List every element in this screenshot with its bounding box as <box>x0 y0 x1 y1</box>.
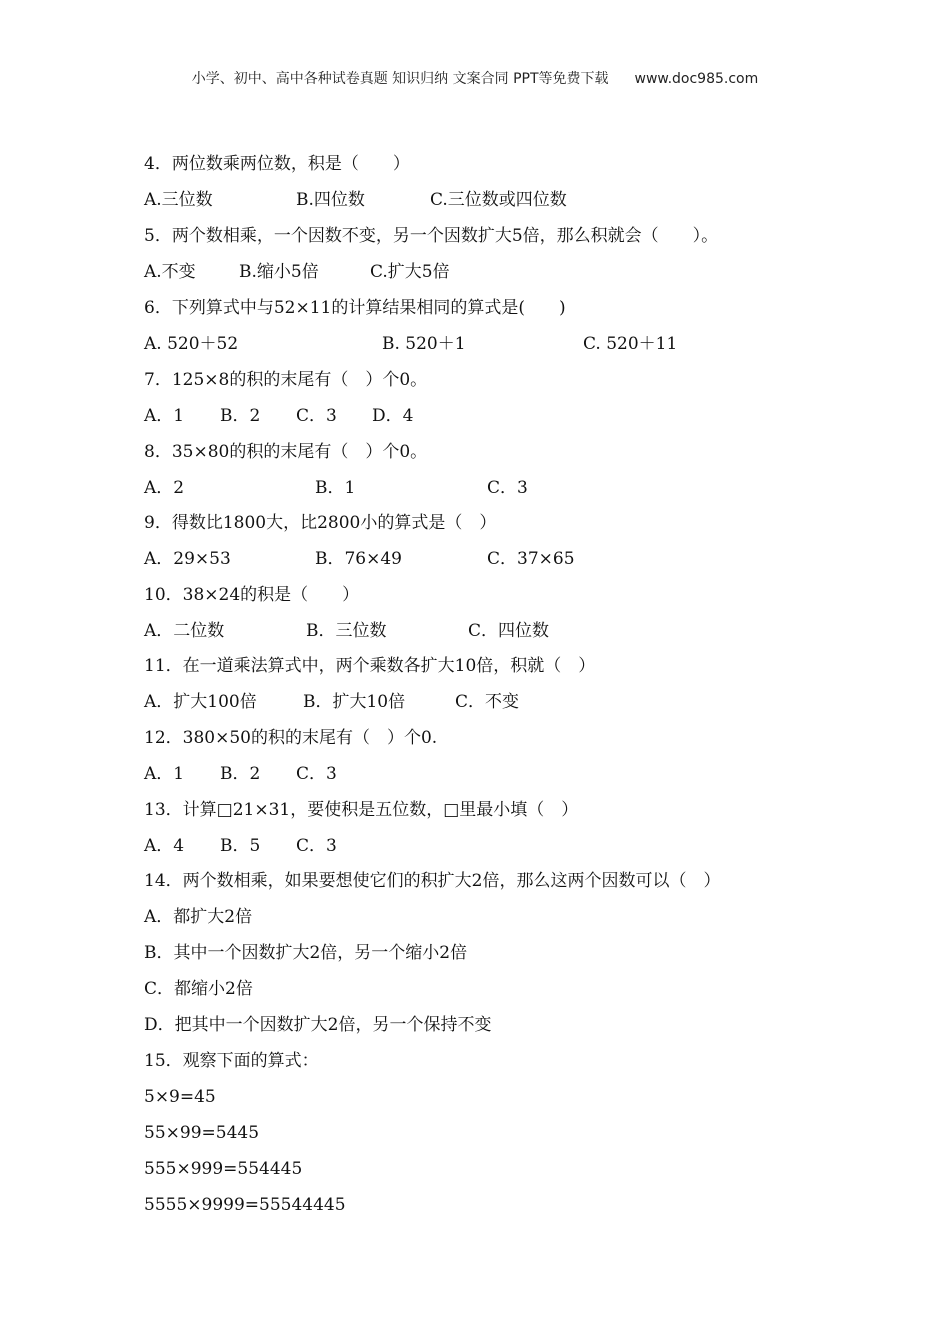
option-b: B.四位数 <box>296 190 365 210</box>
header-site-link[interactable]: www.doc985.com <box>634 71 759 87</box>
equation-1: 5×9=45 <box>144 1087 216 1107</box>
question-11-stem: 11．在一道乘法算式中，两个乘数各扩大10倍，积就（ ） <box>144 656 596 676</box>
question-4-stem: 4．两位数乘两位数，积是（ ） <box>144 154 410 174</box>
option-b: B．1 <box>315 478 356 498</box>
option-c: C．3 <box>296 406 337 426</box>
option-b: B.缩小5倍 <box>239 262 319 282</box>
option-c: C．四位数 <box>468 621 550 641</box>
option-a: A．二位数 <box>144 621 225 641</box>
option-b: B．其中一个因数扩大2倍，另一个缩小2倍 <box>144 943 468 963</box>
option-b: B．2 <box>220 764 261 784</box>
option-c: C.三位数或四位数 <box>430 190 567 210</box>
option-c: C．3 <box>296 836 337 856</box>
option-c: C．37×65 <box>487 549 575 569</box>
option-a: A．扩大100倍 <box>144 692 257 712</box>
option-a: A．1 <box>144 406 185 426</box>
option-a: A．2 <box>144 478 185 498</box>
option-c: C．3 <box>487 478 528 498</box>
question-6-stem: 6．下列算式中与52×11的计算结果相同的算式是( ) <box>144 298 566 318</box>
option-c: C．都缩小2倍 <box>144 979 253 999</box>
option-b: B．5 <box>220 836 261 856</box>
option-c: C．不变 <box>455 692 520 712</box>
option-c: C．3 <box>296 764 337 784</box>
question-7-stem: 7．125×8的积的末尾有（ ）个0。 <box>144 370 428 390</box>
option-a: A．1 <box>144 764 185 784</box>
option-b: B．2 <box>220 406 261 426</box>
option-b: B. 520＋1 <box>382 334 466 354</box>
option-a: A．4 <box>144 836 185 856</box>
option-b: B．三位数 <box>306 621 387 641</box>
question-9-stem: 9．得数比1800大，比2800小的算式是（ ） <box>144 513 497 533</box>
equation-3: 555×999=554445 <box>144 1159 303 1179</box>
question-10-stem: 10．38×24的积是（ ） <box>144 585 360 605</box>
question-15-stem: 15．观察下面的算式： <box>144 1051 319 1071</box>
question-14-stem: 14．两个数相乘，如果要想使它们的积扩大2倍，那么这两个因数可以（ ） <box>144 871 721 891</box>
header-text: 小学、初中、高中各种试卷真题 知识归纳 文案合同 PPT等免费下载 <box>191 71 609 87</box>
page-header <box>0 68 950 88</box>
option-b: B．扩大10倍 <box>303 692 406 712</box>
option-a: A. 520＋52 <box>144 334 239 354</box>
option-d: D．4 <box>372 406 414 426</box>
question-5-stem: 5．两个数相乘，一个因数不变，另一个因数扩大5倍，那么积就会（ ）。 <box>144 226 719 246</box>
option-b: B．76×49 <box>315 549 403 569</box>
option-a: A．都扩大2倍 <box>144 907 253 927</box>
equation-4: 5555×9999=55544445 <box>144 1195 346 1215</box>
option-a: A．29×53 <box>144 549 231 569</box>
option-a: A.三位数 <box>144 190 213 210</box>
question-13-stem: 13．计算□21×31，要使积是五位数，□里最小填（ ） <box>144 800 579 820</box>
equation-2: 55×99=5445 <box>144 1123 260 1143</box>
option-d: D．把其中一个因数扩大2倍，另一个保持不变 <box>144 1015 492 1035</box>
option-c: C. 520＋11 <box>583 334 678 354</box>
question-8-stem: 8．35×80的积的末尾有（ ）个0。 <box>144 442 428 462</box>
option-a: A.不变 <box>144 262 196 282</box>
question-12-stem: 12．380×50的积的末尾有（ ）个0. <box>144 728 438 748</box>
option-c: C.扩大5倍 <box>370 262 450 282</box>
